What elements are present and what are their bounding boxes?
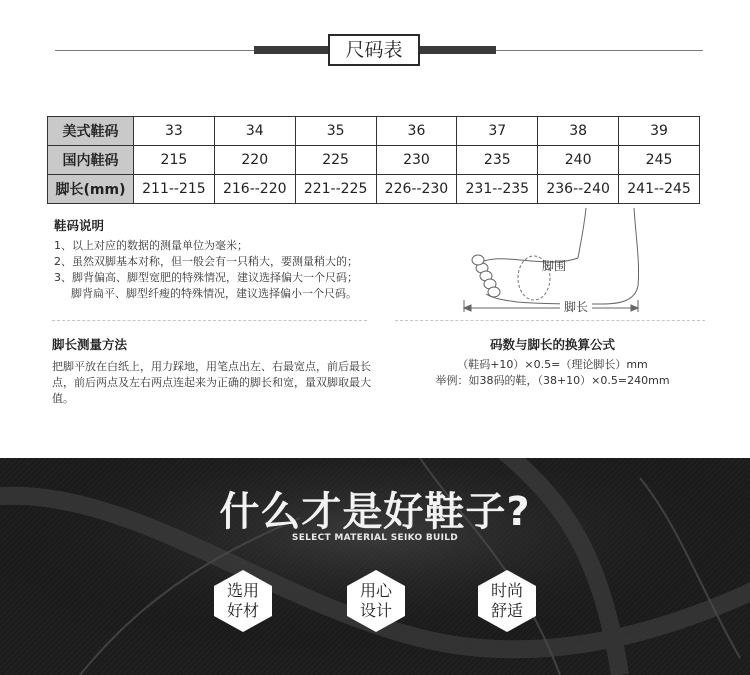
measure-title: 脚长测量方法 (52, 337, 128, 352)
formula-example: 举例：如38码的鞋，（38+10）×0.5=240mm (435, 374, 670, 387)
row-header: 国内鞋码 (48, 146, 134, 175)
badge-label-line1: 选用 (226, 581, 259, 600)
title-bar-right (420, 46, 496, 54)
table-cell: 231--235 (457, 175, 538, 204)
table-cell: 230 (376, 146, 457, 175)
note-line: 2、虽然双脚基本对称，但一般会有一只稍大，要测量稍大的； (54, 255, 358, 268)
table-row-cn-size (48, 146, 700, 175)
table-cell: 34 (214, 117, 295, 146)
table-cell: 221--225 (295, 175, 376, 204)
page-title: 尺码表 (328, 34, 420, 66)
table-cell: 215 (134, 146, 215, 175)
table-cell: 236--240 (538, 175, 619, 204)
table-cell: 33 (134, 117, 215, 146)
badge-fashion-comfort (474, 568, 540, 634)
table-cell: 241--245 (619, 175, 700, 204)
measure-method (52, 337, 372, 407)
badge-label-line1: 用心 (359, 581, 392, 600)
table-cell: 220 (214, 146, 295, 175)
note-line: 3、脚背偏高、脚型宽肥的特殊情况，建议选择偏大一个尺码； (54, 271, 358, 284)
badge-label-line2: 舒适 (490, 601, 523, 620)
formula-title: 码数与脚长的换算公式 (489, 337, 615, 352)
conversion-formula (400, 337, 705, 389)
badge-label-line2: 设计 (359, 601, 392, 620)
foot-width-label: 脚围 (542, 259, 567, 273)
size-table (47, 116, 700, 204)
table-cell: 35 (295, 117, 376, 146)
row-header: 美式鞋码 (48, 117, 134, 146)
table-cell: 211--215 (134, 175, 215, 204)
badge-label-line2: 好材 (226, 601, 259, 620)
badge-careful-design (343, 568, 409, 634)
table-cell: 226--230 (376, 175, 457, 204)
size-notes (54, 218, 384, 302)
table-row-us-size (48, 117, 700, 146)
promo-banner (0, 458, 750, 675)
banner-subtitle: SELECT MATERIAL SEIKO BUILD (291, 533, 459, 543)
table-cell: 240 (538, 146, 619, 175)
table-cell: 38 (538, 117, 619, 146)
note-line: 脚背扁平、脚型纤瘦的特殊情况，建议选择偏小一个尺码。 (71, 287, 357, 300)
divider (52, 320, 367, 321)
table-cell: 235 (457, 146, 538, 175)
table-cell: 225 (295, 146, 376, 175)
table-cell: 39 (619, 117, 700, 146)
table-cell: 37 (457, 117, 538, 146)
divider (395, 320, 705, 321)
foot-diagram (462, 208, 652, 314)
title-bar-left (254, 46, 330, 54)
table-cell: 216--220 (214, 175, 295, 204)
table-row-foot-length (48, 175, 700, 204)
measure-text: 把脚平放在白纸上，用力踩地，用笔点出左、右最宽点，前后最长点，前后两点及左右两点连起来为正确的脚长和宽，量双脚取最大值。 (52, 360, 371, 405)
table-cell: 245 (619, 146, 700, 175)
note-line: 1、以上对应的数据的测量单位为毫米； (54, 239, 248, 252)
notes-title: 鞋码说明 (54, 218, 105, 233)
table-cell: 36 (376, 117, 457, 146)
row-header: 脚长(mm) (48, 175, 134, 204)
banner-title: 什么才是好鞋子? (219, 489, 531, 535)
formula-line: （鞋码+10）×0.5=（理论脚长）mm (457, 358, 648, 371)
foot-length-label: 脚长 (563, 300, 589, 314)
badge-label-line1: 时尚 (490, 581, 523, 600)
badge-quality-material (210, 568, 276, 634)
